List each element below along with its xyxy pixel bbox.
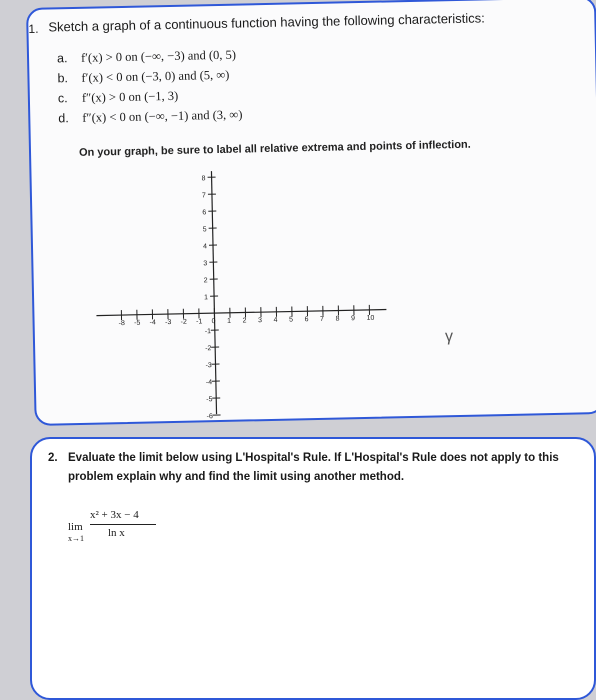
y-tick-label: 7 [201, 192, 206, 200]
condition-letter: c. [57, 91, 68, 106]
y-tick-label: -2 [205, 345, 212, 353]
y-tick-label: 4 [202, 243, 208, 251]
x-tick-label: 0 [211, 318, 216, 326]
lim-subscript: x→1 [68, 534, 84, 543]
x-axis [96, 310, 386, 316]
x-ticks [118, 305, 374, 327]
y-tick-label: -5 [206, 396, 213, 404]
y-tick-label: -6 [206, 413, 213, 421]
y-tick-label: -4 [205, 379, 213, 387]
question-2-prompt [68, 449, 559, 487]
x-tick-label: -2 [180, 318, 187, 326]
x-tick-label: 4 [273, 316, 278, 324]
y-tick-label: 5 [202, 226, 207, 234]
x-tick-label: -3 [165, 319, 172, 327]
y-tick-label: 1 [204, 294, 209, 302]
condition-letter: b. [57, 71, 69, 86]
prompt-line-1: Evaluate the limit below using L'Hospital's Rule. If L'Hospital's Rule does not apply to this [68, 452, 559, 464]
x-tick-label: 9 [351, 315, 356, 323]
axes [93, 168, 388, 417]
limit-expression [68, 509, 208, 549]
prompt-line-2: problem explain why and find the limit using another method. [68, 471, 405, 483]
x-tick-label: -4 [149, 319, 156, 327]
graph-instruction: On your graph, be sure to label all relative extrema and points of inflection. [78, 138, 471, 159]
y-tick-label: -3 [205, 362, 212, 370]
y-tick-label: 8 [201, 175, 206, 183]
condition-text: f′(x) < 0 on (−3, 0) and (5, ∞) [81, 67, 230, 85]
y-tick-label: 3 [203, 260, 208, 268]
y-axis [211, 171, 216, 414]
y-tick-label: 6 [202, 209, 207, 217]
y-ticks [202, 175, 221, 420]
question-1-panel [26, 0, 596, 426]
x-tick-label: 5 [289, 316, 294, 324]
x-tick-label: -8 [118, 319, 125, 328]
lim-operator: lim [68, 521, 83, 533]
y-tick-label: -1 [204, 328, 212, 336]
question-2-panel [30, 437, 596, 700]
question-1-number: 1. [28, 21, 39, 36]
x-tick-label: 10 [366, 314, 375, 322]
question-1-prompt: Sketch a graph of a continuous function having the following characteristics: [48, 10, 485, 35]
question-2-number: 2. [48, 452, 58, 464]
x-tick-label: 7 [320, 315, 325, 323]
condition-text: f″(x) > 0 on (−1, 3) [81, 88, 179, 105]
condition-text: f″(x) < 0 on (−∞, −1) and (3, ∞) [82, 107, 243, 125]
numerator: x² + 3x − 4 [90, 509, 139, 521]
y-tick-label: 2 [203, 277, 208, 285]
condition-letter: d. [58, 111, 69, 126]
condition-letter: a. [56, 51, 68, 66]
x-tick-label: -1 [196, 318, 203, 326]
x-tick-label: 2 [242, 317, 247, 325]
x-tick-label: 3 [258, 317, 263, 325]
x-tick-label: 6 [304, 316, 309, 324]
fraction-bar [90, 524, 156, 525]
coordinate-grid [28, 0, 596, 428]
condition-text: f′(x) > 0 on (−∞, −3) and (0, 5) [80, 47, 237, 65]
side-mark: γ [444, 328, 454, 346]
x-tick-label: 1 [227, 317, 232, 325]
denominator: ln x [108, 527, 125, 539]
x-tick-label: -5 [134, 319, 141, 327]
x-tick-label: 8 [335, 315, 340, 323]
